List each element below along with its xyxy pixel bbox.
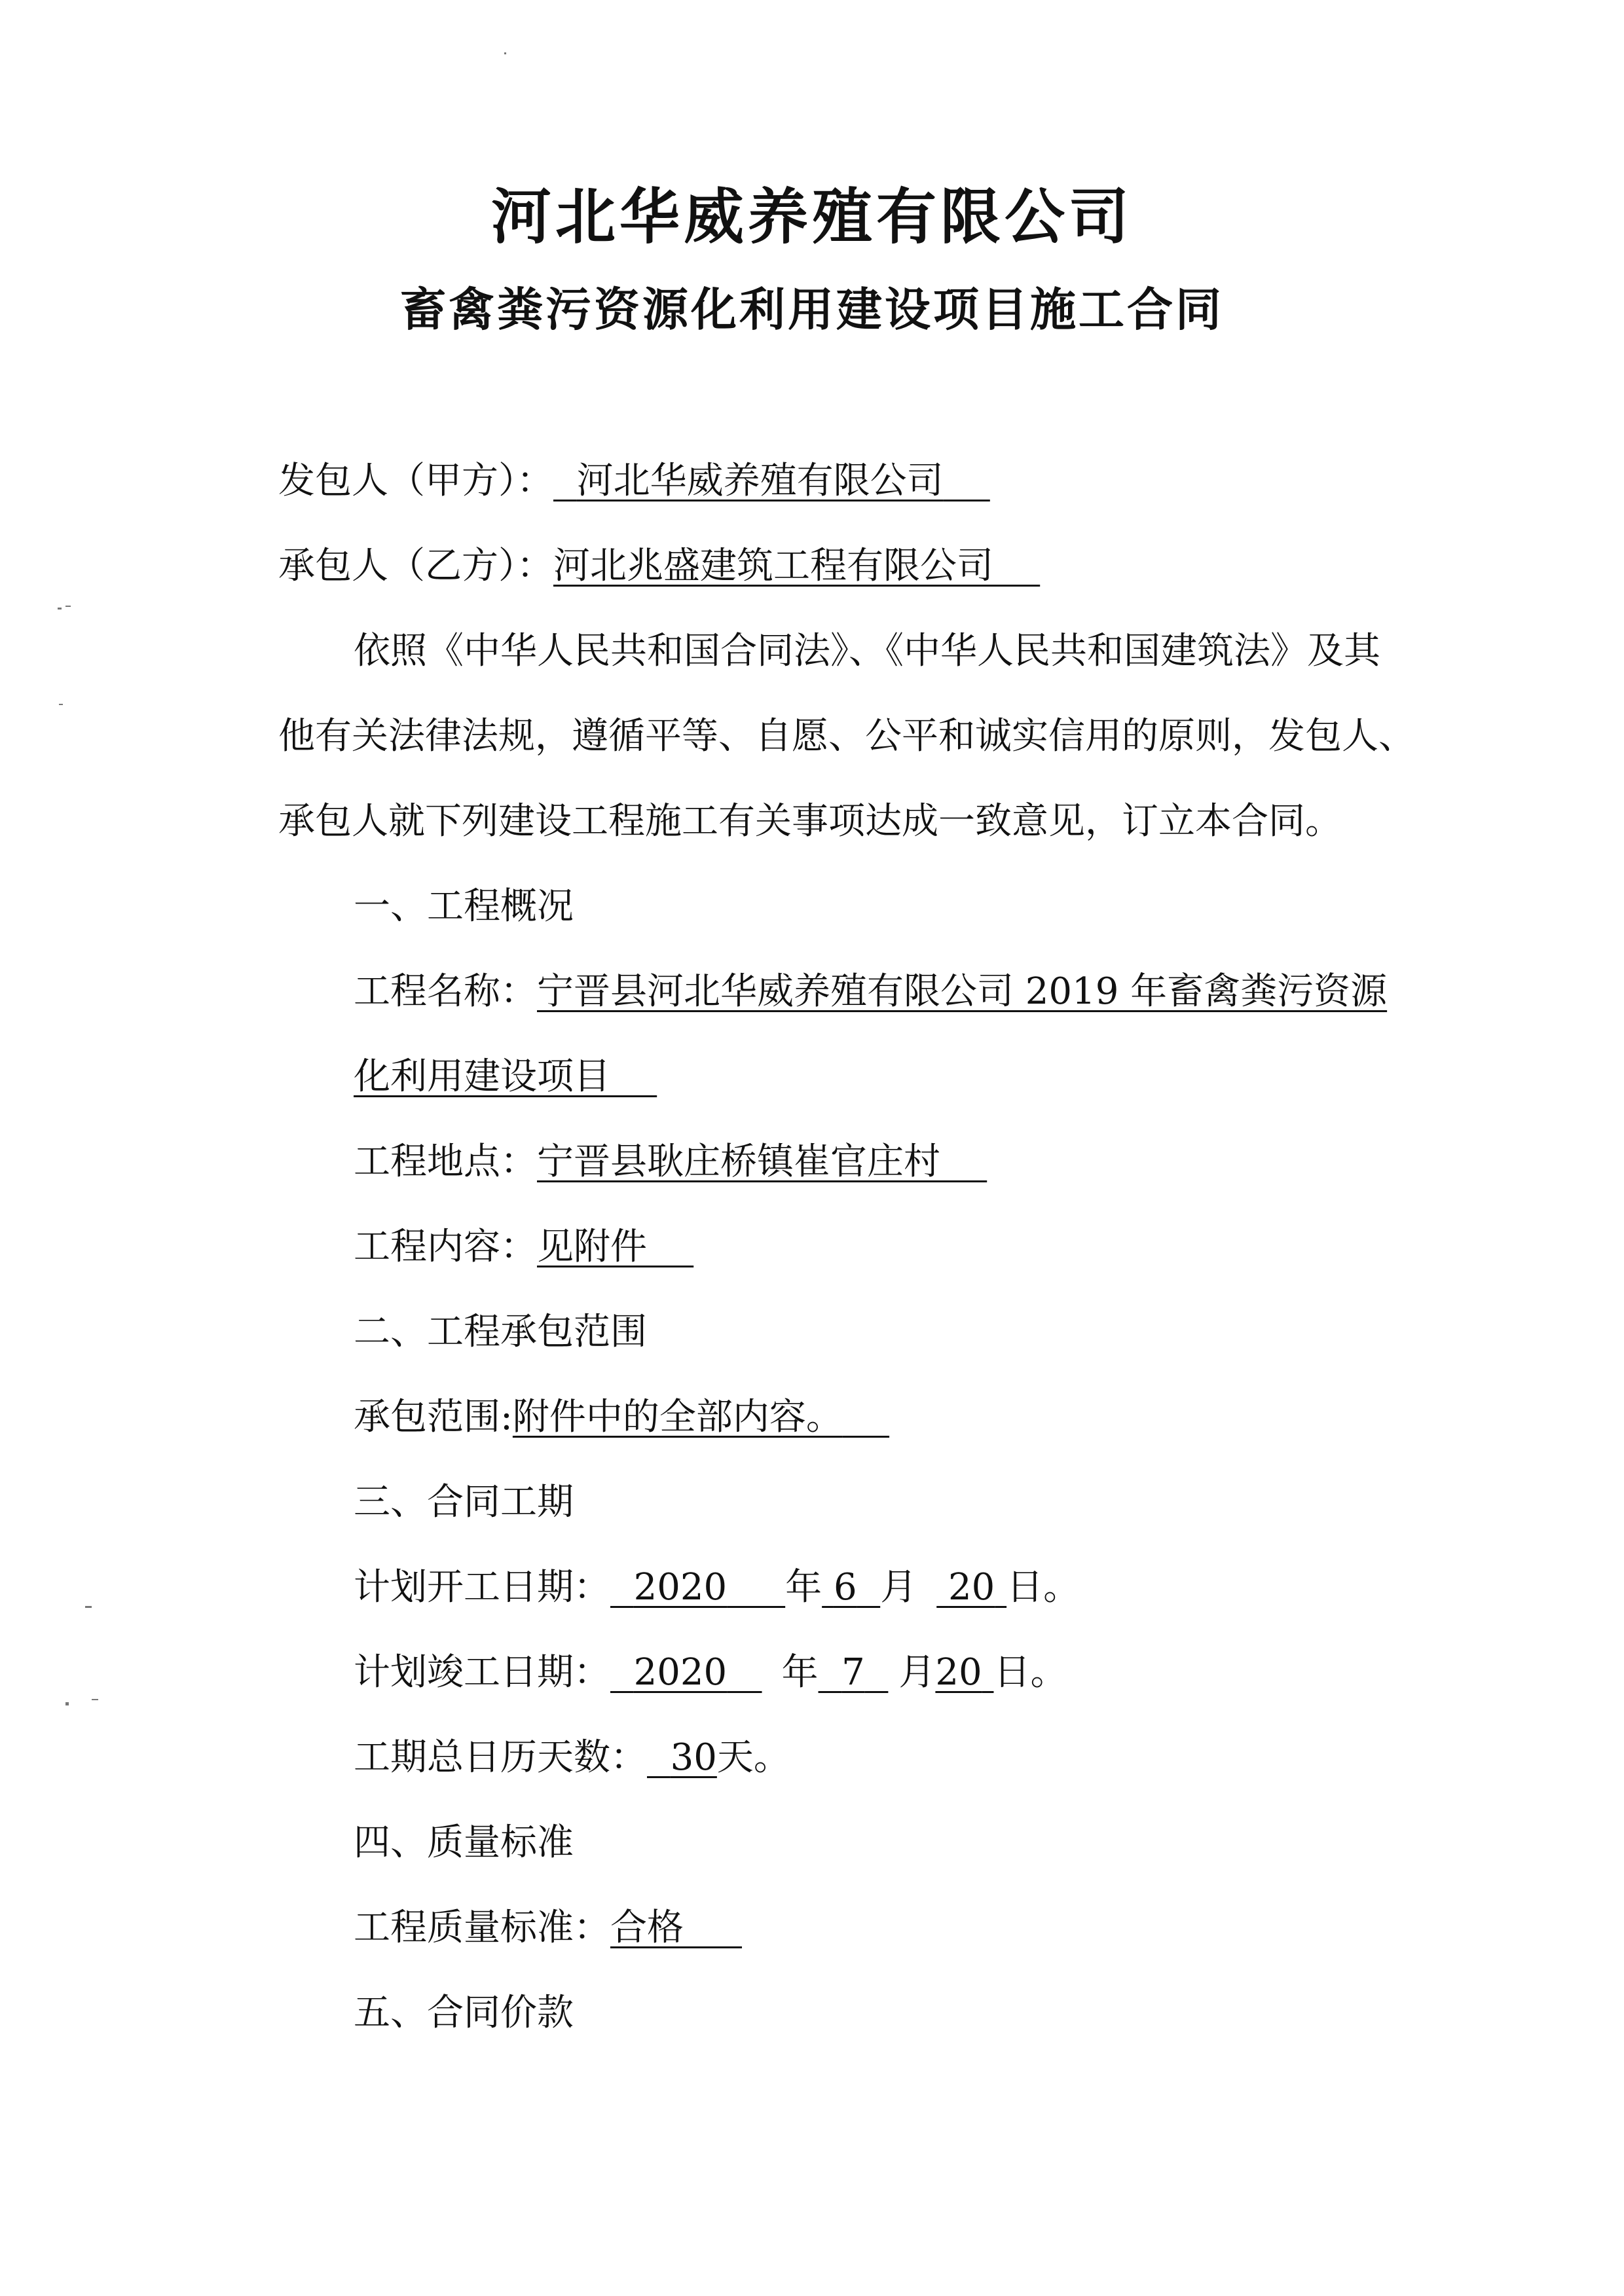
section-3-heading: 三、合同工期 [354,1481,574,1523]
quality-line [354,1906,742,1949]
quality-label: 工程质量标准： [354,1906,610,1949]
project-location-value: 宁晋县耿庄桥镇崔官庄村 [537,1140,940,1183]
scope-line [354,1396,889,1438]
project-name-line [354,970,1388,1013]
scan-speck [58,608,62,610]
start-year: 2020 [633,1566,728,1609]
preamble-line-1: 依照《中华人民共和国合同法》、《中华人民共和国建筑法》及其 [354,630,1380,672]
preamble-line-3: 承包人就下列建设工程施工有关事项达成一致意见，订立本合同。 [278,800,1342,843]
total-days-line: 工期总日历天数： 30天。 [354,1736,790,1779]
preamble-line-2: 他有关法律法规，遵循平等、自愿、公平和诚实信用的原则，发包人、 [278,715,1415,757]
project-location-line [354,1140,987,1183]
project-location-label: 工程地点： [354,1140,537,1183]
company-title: 河北华威养殖有限公司 [490,181,1133,252]
party-a-value: 河北华威养殖有限公司 [576,460,944,502]
scope-label: 承包范围: [354,1396,513,1438]
end-date-label: 计划竣工日期： [354,1651,610,1694]
party-b-value: 河北兆盛建筑工程有限公司 [553,545,993,587]
end-month: 7 [841,1651,865,1694]
scan-speck [92,1699,98,1700]
project-name-value-2: 化利用建设项目 [354,1055,610,1098]
project-content-value: 见附件 [537,1226,647,1268]
quality-value: 合格 [610,1906,684,1949]
project-name-value-1: 宁晋县河北华威养殖有限公司 2019 年畜禽粪污资源 [537,970,1388,1013]
section-1-heading: 一、工程概况 [354,885,574,928]
party-a-label: 发包人（甲方）： [278,460,553,502]
scan-speck [85,1606,92,1608]
start-day: 20 [948,1566,995,1609]
project-name-label: 工程名称： [354,970,537,1013]
end-day: 20 [935,1651,982,1694]
contract-title: 畜禽粪污资源化利用建设项目施工合同 [400,283,1224,337]
scan-speck [504,52,506,54]
total-days-label: 工期总日历天数： [354,1736,647,1779]
section-4-heading: 四、质量标准 [354,1821,574,1864]
scope-value: 附件中的全部内容。 [512,1396,843,1438]
scan-speck [59,704,63,705]
start-month: 6 [833,1566,857,1609]
project-content-label: 工程内容： [354,1226,537,1268]
total-days-value: 30 [670,1736,717,1779]
end-date-line: 计划竣工日期： 2020 年 7 月20 日。 [354,1651,1067,1694]
start-date-label: 计划开工日期： [354,1566,610,1609]
scan-speck [65,606,71,607]
start-date-line: 计划开工日期： 2020 年 6 月 20 日。 [354,1566,1080,1609]
party-b-line [278,545,1040,587]
project-name-line-2 [354,1055,657,1098]
scan-speck [65,1702,69,1705]
section-2-heading: 二、工程承包范围 [354,1311,647,1353]
party-b-label: 承包人（乙方）： [278,545,553,587]
party-a-line [278,460,990,502]
project-content-line [354,1226,693,1268]
section-5-heading: 五、合同价款 [354,1992,574,2034]
end-year: 2020 [633,1651,728,1694]
